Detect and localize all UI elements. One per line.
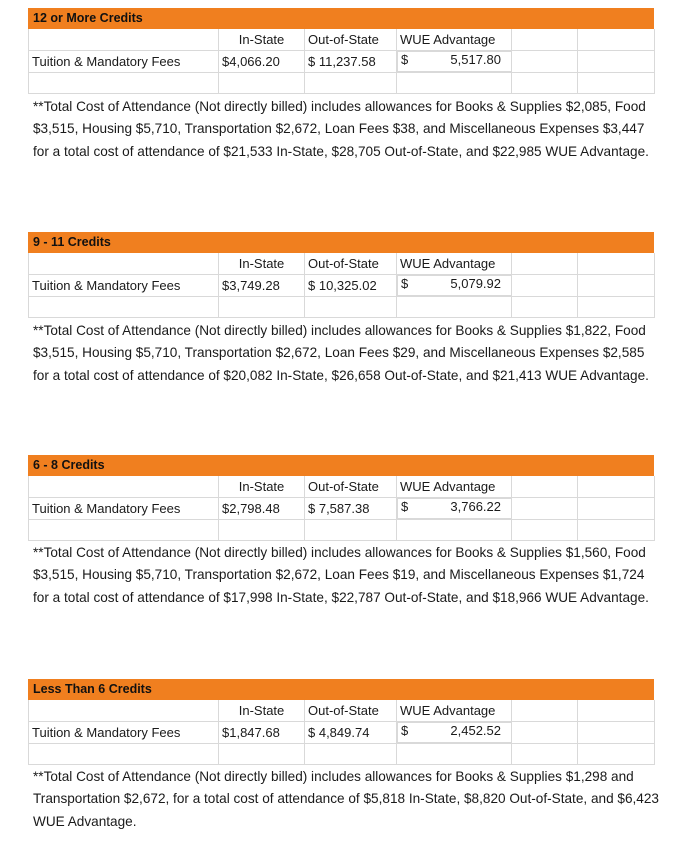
- col-in-state: In-State: [219, 29, 305, 50]
- wue-dollar-sign: $: [401, 722, 409, 738]
- section-header: 9 - 11 Credits: [28, 232, 654, 253]
- credits-section-6-8: [28, 455, 654, 541]
- out-of-state-value: $ 7,587.38: [305, 497, 397, 519]
- col-wue-advantage: WUE Advantage: [397, 253, 512, 274]
- row-label: Tuition & Mandatory Fees: [29, 721, 219, 743]
- wue-cell: [397, 275, 512, 296]
- table-row: [29, 274, 655, 296]
- table-row-empty: [29, 72, 655, 93]
- col-out-of-state: Out-of-State: [305, 29, 397, 50]
- tuition-table: [28, 476, 655, 541]
- in-state-value: $1,847.68: [219, 721, 305, 743]
- col-wue-advantage: WUE Advantage: [397, 29, 512, 50]
- table-header-row: [29, 253, 655, 274]
- cost-of-attendance-note: **Total Cost of Attendance (Not directly billed) includes allowances for Books & Supplies $1,560, Food $3,515, Housing $5,710, Transportation $2,672, Loan Fees $19, and Miscellaneous Expenses $1,724 for a total cost of attendance of $17,998 In-State, $22,787 Out-of-State, and $18,966 WUE Advantage.: [33, 545, 649, 605]
- wue-value: 5,079.92: [450, 275, 501, 291]
- section-header: Less Than 6 Credits: [28, 679, 654, 700]
- col-out-of-state: Out-of-State: [305, 700, 397, 721]
- table-header-row: [29, 700, 655, 721]
- wue-value: 5,517.80: [450, 51, 501, 67]
- out-of-state-value: $ 10,325.02: [305, 274, 397, 296]
- col-out-of-state: Out-of-State: [305, 476, 397, 497]
- wue-cell: [397, 498, 512, 519]
- tuition-table: [28, 700, 655, 765]
- col-out-of-state: Out-of-State: [305, 253, 397, 274]
- section-header: 6 - 8 Credits: [28, 455, 654, 476]
- col-in-state: In-State: [219, 476, 305, 497]
- tuition-table: [28, 29, 655, 94]
- in-state-value: $2,798.48: [219, 497, 305, 519]
- table-header-row: [29, 476, 655, 497]
- table-row-empty: [29, 743, 655, 764]
- wue-cell: [397, 722, 512, 743]
- section-header: 12 or More Credits: [28, 8, 654, 29]
- cost-of-attendance-note: **Total Cost of Attendance (Not directly billed) includes allowances for Books & Supplies $1,822, Food $3,515, Housing $5,710, Transportation $2,672, Loan Fees $29, and Miscellaneous Expenses $2,585 for a total cost of attendance of $20,082 In-State, $26,658 Out-of-State, and $21,413 WUE Advantage.: [33, 323, 649, 383]
- credits-section-9-11: [28, 232, 654, 318]
- in-state-value: $3,749.28: [219, 274, 305, 296]
- wue-value: 2,452.52: [450, 722, 501, 738]
- table-row: [29, 721, 655, 743]
- wue-cell: [397, 51, 512, 72]
- wue-value: 3,766.22: [450, 498, 501, 514]
- table-row: [29, 497, 655, 519]
- credits-section-less-than-6: [28, 679, 654, 765]
- table-row-empty: [29, 519, 655, 540]
- table-row-empty: [29, 296, 655, 317]
- row-label: Tuition & Mandatory Fees: [29, 274, 219, 296]
- col-wue-advantage: WUE Advantage: [397, 476, 512, 497]
- cost-of-attendance-note: **Total Cost of Attendance (Not directly billed) includes allowances for Books & Supplies $1,298 and Transportation $2,672, for a total cost of attendance of $5,818 In-State, $8,820 Out-of-State, and $6,423 WUE Advantage.: [33, 769, 659, 829]
- row-label: Tuition & Mandatory Fees: [29, 50, 219, 72]
- wue-dollar-sign: $: [401, 51, 409, 67]
- wue-dollar-sign: $: [401, 498, 409, 514]
- col-in-state: In-State: [219, 700, 305, 721]
- credits-section-12-plus: [28, 8, 654, 94]
- out-of-state-value: $ 4,849.74: [305, 721, 397, 743]
- tuition-table: [28, 253, 655, 318]
- table-header-row: [29, 29, 655, 50]
- out-of-state-value: $ 11,237.58: [305, 50, 397, 72]
- row-label: Tuition & Mandatory Fees: [29, 497, 219, 519]
- col-wue-advantage: WUE Advantage: [397, 700, 512, 721]
- col-in-state: In-State: [219, 253, 305, 274]
- wue-dollar-sign: $: [401, 275, 409, 291]
- cost-of-attendance-note: **Total Cost of Attendance (Not directly billed) includes allowances for Books & Supplies $2,085, Food $3,515, Housing $5,710, Transportation $2,672, Loan Fees $38, and Miscellaneous Expenses $3,447 for a total cost of attendance of $21,533 In-State, $28,705 Out-of-State, and $22,985 WUE Advantage.: [33, 99, 649, 159]
- table-row: [29, 50, 655, 72]
- in-state-value: $4,066.20: [219, 50, 305, 72]
